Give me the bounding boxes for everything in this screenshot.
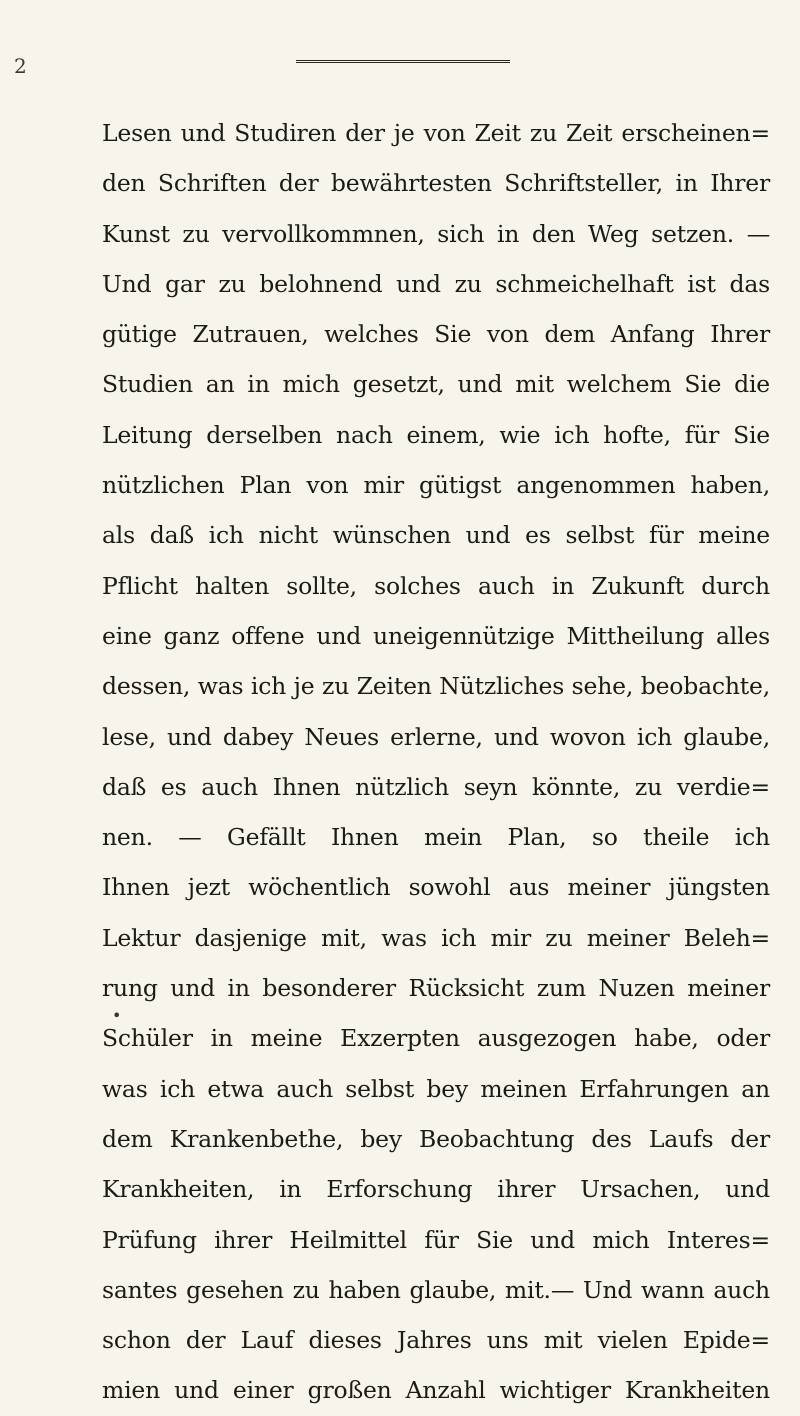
text-line-20: was ich etwa auch selbst bey meinen Erfahrungen an	[102, 1074, 770, 1103]
text-line-5: gütige Zutrauen, welches Sie von dem Anfang Ihrer	[102, 320, 770, 349]
text-line-8: nützlichen Plan von mir gütigst angenommen haben,	[102, 471, 770, 500]
text-line-10: Pflicht halten sollte, solches auch in Zukunft durch	[102, 571, 770, 600]
text-line-26: mien und einer großen Anzahl wichtiger Krankheiten	[102, 1376, 770, 1405]
text-line-25: schon der Lauf dieses Jahres uns mit vielen Epide=	[102, 1326, 770, 1355]
text-line-3: Kunst zu vervollkommnen, sich in den Weg setzen. —	[102, 219, 770, 248]
text-line-4: Und gar zu belohnend und zu schmeichelhaft ist das	[102, 269, 770, 298]
text-line-19: Schüler in meine Exzerpten ausgezogen habe, oder	[102, 1024, 770, 1053]
body-text	[102, 108, 770, 1416]
text-line-17: Lektur dasjenige mit, was ich mir zu meiner Beleh=	[102, 923, 770, 952]
text-line-6: Studien an in mich gesetzt, und mit welchem Sie die	[102, 370, 770, 399]
page-number: 2	[14, 54, 27, 78]
text-line-23: Prüfung ihrer Heilmittel für Sie und mich Interes=	[102, 1225, 770, 1254]
text-line-16: Ihnen jezt wöchentlich sowohl aus meiner jüngsten	[102, 873, 770, 902]
text-line-24: santes gesehen zu haben glaube, mit.— Und wann auch	[102, 1275, 770, 1304]
text-line-14: daß es auch Ihnen nützlich seyn könnte, zu verdie=	[102, 772, 770, 801]
text-line-2: den Schriften der bewährtesten Schriftsteller, in Ihrer	[102, 169, 770, 198]
margin-mark: •	[112, 1006, 122, 1025]
text-line-18: rung und in besonderer Rücksicht zum Nuzen meiner	[102, 974, 770, 1003]
text-line-12: dessen, was ich je zu Zeiten Nützliches sehe, beobachte,	[102, 672, 770, 701]
text-line-22: Krankheiten, in Erforschung ihrer Ursachen, und	[102, 1175, 770, 1204]
header-double-rule	[296, 60, 510, 63]
text-line-15: nen. — Gefällt Ihnen mein Plan, so theile ich	[102, 823, 770, 852]
text-line-13: lese, und dabey Neues erlerne, und wovon ich glaube,	[102, 722, 770, 751]
text-line-1: Lesen und Studiren der je von Zeit zu Zeit erscheinen=	[102, 119, 770, 147]
text-line-11: eine ganz offene und uneigennützige Mittheilung alles	[102, 621, 770, 650]
text-line-9: als daß ich nicht wünschen und es selbst für meine	[102, 521, 770, 550]
text-line-7: Leitung derselben nach einem, wie ich hofte, für Sie	[102, 420, 770, 449]
text-line-21: dem Krankenbethe, bey Beobachtung des Laufs der	[102, 1124, 770, 1153]
